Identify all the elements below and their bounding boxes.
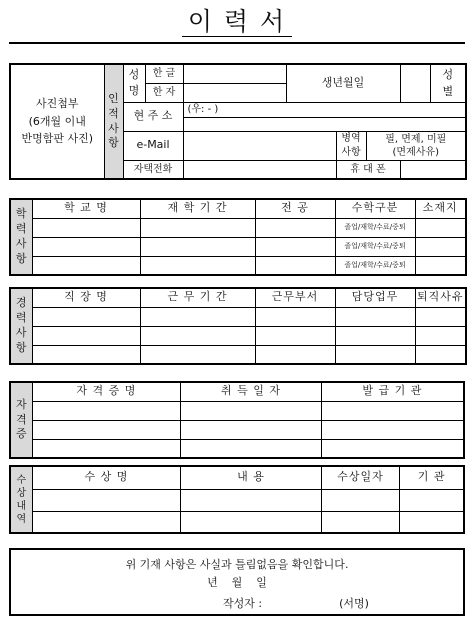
company-field[interactable]: [32, 345, 140, 364]
table-row: [10, 420, 464, 439]
personal-info-table: [9, 63, 467, 180]
mobile-label: 휴 대 폰: [336, 160, 400, 179]
military-options[interactable]: 필, 면제, 미필 (면제사유): [366, 131, 466, 160]
license-date-field[interactable]: [181, 401, 322, 420]
award-date-field[interactable]: [321, 489, 399, 511]
license-issuer-field[interactable]: [321, 420, 464, 439]
work-period-field[interactable]: [140, 345, 255, 364]
work-period-field[interactable]: [140, 326, 255, 345]
education-table: [9, 198, 467, 276]
company-field[interactable]: [32, 307, 140, 326]
education-header-school: 학 교 명: [32, 199, 140, 218]
home-phone-label: 자택전화: [123, 160, 183, 179]
award-section-label: 수 상 내 역: [10, 466, 32, 533]
email-label: e-Mail: [123, 131, 183, 160]
table-row: [10, 237, 466, 256]
school-field[interactable]: [32, 218, 140, 237]
gender-label: 성 별: [430, 64, 466, 102]
hanja-name-field[interactable]: [183, 83, 286, 102]
license-issuer-field[interactable]: [321, 401, 464, 420]
address-postal-field[interactable]: (우: - ): [183, 102, 466, 117]
license-name-field[interactable]: [32, 439, 181, 458]
table-row: [10, 345, 466, 364]
location-field[interactable]: [415, 218, 466, 237]
education-header-period: 재 학 기 간: [140, 199, 255, 218]
work-period-field[interactable]: [140, 307, 255, 326]
license-table: [9, 381, 465, 459]
status-options[interactable]: 졸업/재학/수료/중퇴: [335, 237, 415, 256]
duty-field[interactable]: [335, 345, 415, 364]
home-phone-field[interactable]: [183, 160, 336, 179]
reason-field[interactable]: [415, 326, 466, 345]
department-field[interactable]: [255, 345, 335, 364]
table-row: [10, 489, 464, 511]
confirmation-date[interactable]: 년 월 일: [207, 576, 267, 589]
location-field[interactable]: [415, 237, 466, 256]
license-header-date: 취 득 일 자: [181, 382, 322, 401]
personal-section-label: 인 적 사 항: [104, 64, 123, 179]
career-section-label: 경 력 사 항: [10, 288, 32, 364]
education-header-location: 소재지: [415, 199, 466, 218]
award-date-field[interactable]: [321, 511, 399, 533]
birthdate-field[interactable]: [400, 64, 430, 102]
birthdate-label: 생년월일: [286, 64, 400, 102]
table-row: [10, 439, 464, 458]
email-field[interactable]: [183, 131, 336, 160]
license-date-field[interactable]: [181, 439, 322, 458]
confirmation-writer-row: [223, 595, 463, 611]
location-field[interactable]: [415, 256, 466, 275]
confirmation-box: [9, 548, 465, 616]
department-field[interactable]: [255, 326, 335, 345]
mobile-field[interactable]: [400, 160, 466, 179]
award-org-field[interactable]: [400, 511, 464, 533]
major-field[interactable]: [255, 237, 335, 256]
license-name-field[interactable]: [32, 401, 181, 420]
education-header-status: 수학구분: [335, 199, 415, 218]
korean-name-label: 한 글: [145, 64, 183, 83]
award-header-date: 수상일자: [321, 466, 399, 489]
company-field[interactable]: [32, 326, 140, 345]
period-field[interactable]: [140, 256, 255, 275]
award-header-name: 수 상 명: [32, 466, 181, 489]
reason-field[interactable]: [415, 345, 466, 364]
period-field[interactable]: [140, 237, 255, 256]
title-rule: [9, 42, 465, 44]
status-options[interactable]: 졸업/재학/수료/중퇴: [335, 256, 415, 275]
award-content-field[interactable]: [181, 489, 322, 511]
signature-label[interactable]: (서명): [339, 597, 369, 610]
school-field[interactable]: [32, 256, 140, 275]
reason-field[interactable]: [415, 307, 466, 326]
duty-field[interactable]: [335, 307, 415, 326]
award-content-field[interactable]: [181, 511, 322, 533]
award-header-org: 기 관: [400, 466, 464, 489]
award-table: [9, 465, 465, 534]
career-table: [9, 287, 467, 365]
career-header-company: 직 장 명: [32, 288, 140, 307]
department-field[interactable]: [255, 307, 335, 326]
career-header-duty: 담당업무: [335, 288, 415, 307]
education-header-major: 전 공: [255, 199, 335, 218]
career-header-period: 근 무 기 간: [140, 288, 255, 307]
license-header-issuer: 발 급 기 관: [321, 382, 464, 401]
award-name-field[interactable]: [32, 489, 181, 511]
photo-box[interactable]: 사진첨부 (6개월 이내 반명함판 사진): [10, 64, 104, 179]
hanja-name-label: 한 자: [145, 83, 183, 102]
table-row: [10, 256, 466, 275]
award-org-field[interactable]: [400, 489, 464, 511]
confirmation-statement: 위 기재 사항은 사실과 틀림없음을 확인합니다.: [125, 558, 349, 571]
award-name-field[interactable]: [32, 511, 181, 533]
document-title: 이 력 서: [0, 2, 474, 38]
license-header-name: 자 격 증 명: [32, 382, 181, 401]
table-row: [10, 401, 464, 420]
writer-label: 작성자 :: [223, 597, 263, 610]
license-date-field[interactable]: [181, 420, 322, 439]
period-field[interactable]: [140, 218, 255, 237]
license-section-label: 자 격 증: [10, 382, 32, 458]
education-section-label: 학 력 사 항: [10, 199, 32, 275]
career-header-department: 근무부서: [255, 288, 335, 307]
table-row: [10, 307, 466, 326]
table-row: [10, 511, 464, 533]
address-field[interactable]: [183, 117, 466, 131]
status-options[interactable]: 졸업/재학/수료/중퇴: [335, 218, 415, 237]
major-field[interactable]: [255, 256, 335, 275]
duty-field[interactable]: [335, 326, 415, 345]
military-label: 병역 사항: [336, 131, 366, 160]
license-name-field[interactable]: [32, 420, 181, 439]
name-label: 성 명: [123, 64, 145, 102]
major-field[interactable]: [255, 218, 335, 237]
table-row: [10, 218, 466, 237]
award-header-content: 내 용: [181, 466, 322, 489]
table-row: [10, 326, 466, 345]
career-header-reason: 퇴직사유: [415, 288, 466, 307]
korean-name-field[interactable]: [183, 64, 286, 83]
license-issuer-field[interactable]: [321, 439, 464, 458]
address-label: 현 주 소: [123, 102, 183, 131]
school-field[interactable]: [32, 237, 140, 256]
